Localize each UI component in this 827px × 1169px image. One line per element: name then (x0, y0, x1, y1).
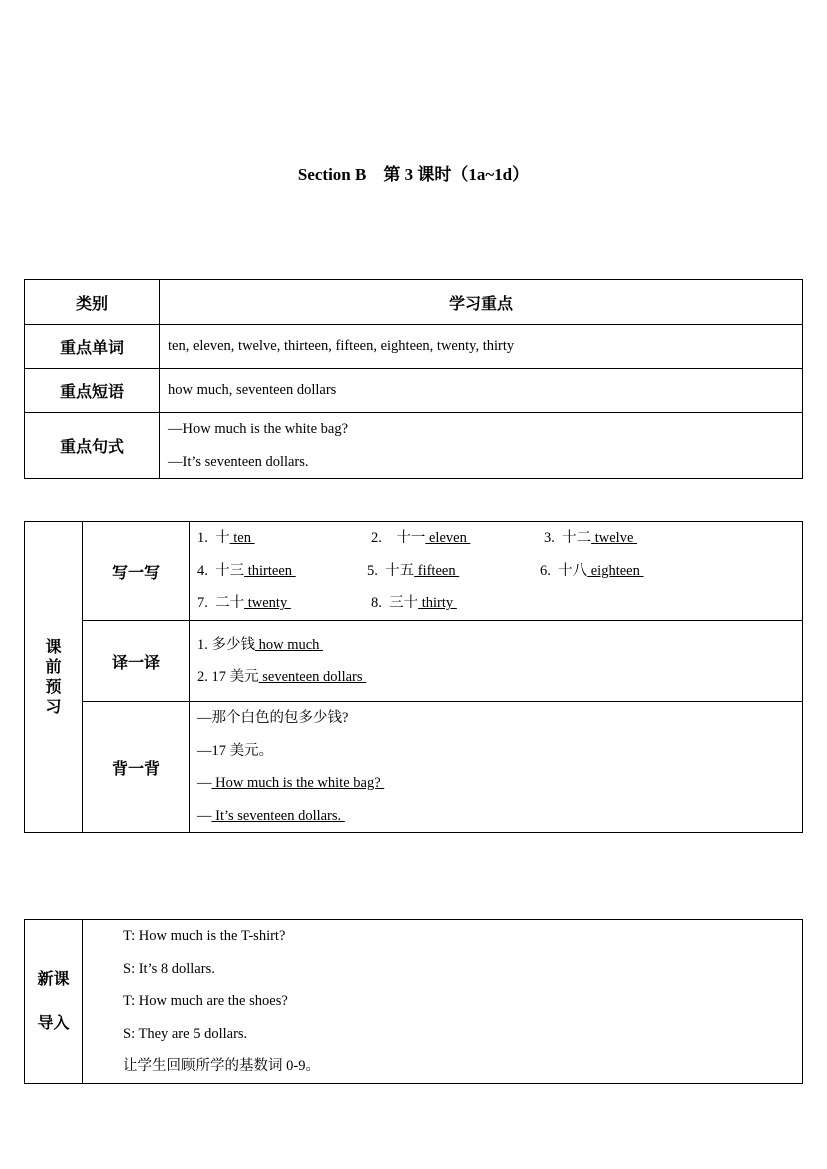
write-item: 5. 十五 fifteen (367, 562, 460, 579)
sentence-line: —It’s seventeen dollars. (168, 453, 309, 470)
preview-section-text: 课前预习 (45, 637, 62, 716)
row-label-words: 重点单词 (25, 325, 160, 369)
recite-content (190, 702, 803, 833)
recite-label: 背一背 (83, 702, 190, 833)
write-content (190, 522, 803, 621)
recite-line: —17 美元。 (197, 742, 274, 759)
intro-label-line2: 导入 (37, 1013, 70, 1033)
header-focus: 学习重点 (160, 280, 803, 325)
intro-line: T: How much is the T-shirt? (123, 928, 286, 944)
write-item: 1. 十 ten (197, 530, 255, 547)
write-item: 8. 三十 thirty (371, 595, 457, 612)
write-label: 写一写 (83, 522, 190, 621)
intro-line: S: It’s 8 dollars. (123, 960, 215, 977)
intro-line: 让学生回顾所学的基数词 0-9。 (123, 1058, 320, 1074)
write-item: 2. 十一 eleven (371, 530, 471, 547)
intro-line: S: They are 5 dollars. (123, 1025, 248, 1042)
translate-item: 1. 多少钱 how much (197, 636, 324, 653)
recite-answer: — It’s seventeen dollars. (197, 807, 345, 824)
preview-section-label (25, 522, 83, 833)
preview-table (24, 521, 803, 833)
sentence-line: —How much is the white bag? (168, 421, 349, 437)
recite-line: —那个白色的包多少钱? (197, 710, 349, 726)
intro-label-line1: 新课 (37, 969, 70, 989)
row-content-sentences (160, 413, 803, 479)
intro-table (24, 919, 803, 1084)
row-label-sentences: 重点句式 (25, 413, 160, 479)
page-title: Section B 第 3 课时（1a~1d） (297, 165, 530, 184)
write-item: 3. 十二 twelve (544, 530, 638, 547)
intro-content (83, 920, 803, 1084)
write-item: 4. 十三 thirteen (197, 562, 296, 579)
row-content-phrases: how much, seventeen dollars (160, 369, 803, 413)
translate-label: 译一译 (83, 621, 190, 702)
row-content-words: ten, eleven, twelve, thirteen, fifteen, eighteen, twenty, thirty (160, 325, 803, 369)
translate-content (190, 621, 803, 702)
focus-table (24, 279, 803, 479)
write-item: 7. 二十 twenty (197, 595, 291, 612)
write-item: 6. 十八 eighteen (540, 562, 644, 579)
translate-item: 2. 17 美元 seventeen dollars (197, 669, 367, 685)
intro-label (25, 920, 83, 1084)
intro-line: T: How much are the shoes? (123, 993, 288, 1009)
header-category: 类别 (25, 280, 160, 325)
row-label-phrases: 重点短语 (25, 369, 160, 413)
recite-answer: — How much is the white bag? (197, 775, 385, 791)
